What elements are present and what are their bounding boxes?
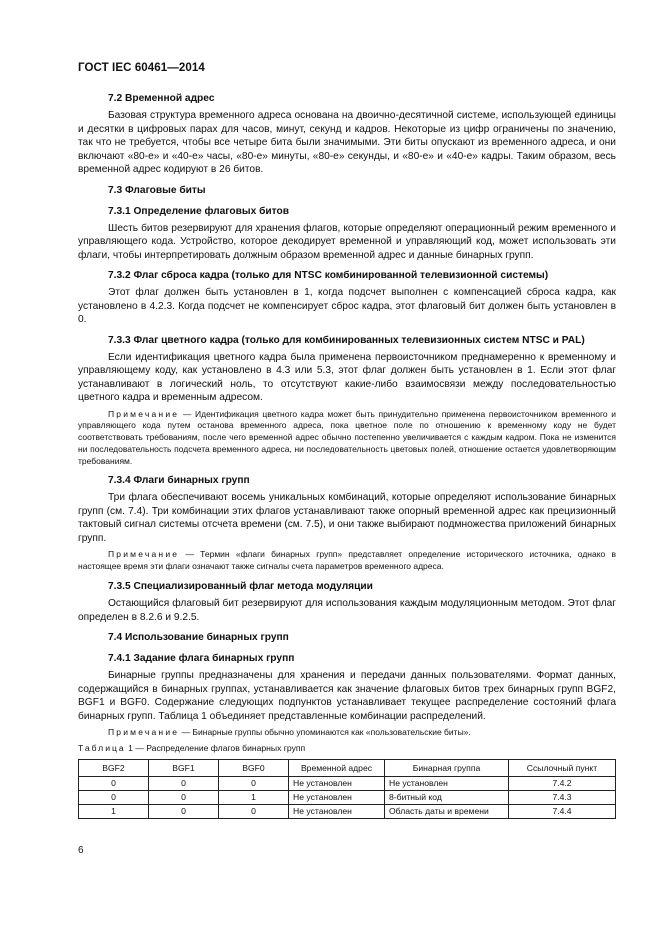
section-7-3-3-paragraph: Если идентификация цветного кадра была применена первоисточником преднамеренно к временному и управляющему коду, как установлено в 4.3 или 5.3, этот флаг должен быть установлен в 1. Если этот флаг устанавливают в логический ноль, то отсутствуют какие-либо взаимосвязи между последовательностью цветного кадра и временным адресом. [78, 351, 616, 403]
cell-reference: 7.4.2 [509, 776, 616, 790]
header-time-address: Временной адрес [289, 759, 385, 776]
section-7-3-5-heading: 7.3.5 Специализированный флаг метода модуляции [108, 581, 373, 593]
cell-bgf0: 0 [219, 776, 289, 790]
section-7-2-paragraph: Базовая структура временного адреса основана на двоично-десятичной системе, использующей единицы и десятки в цифровых парах для часов, минут, секунд и кадров. Некоторые из цифр ограничены по значению, так что не требуется, чтобы все четыре бита были значимыми. Эти биты опускают из временного адреса, и они включают «80-е» и «40-е» часы, «80-е» минуты, «80-е» секунды, и «80-е» и «40-е» кадры. Таким образом, весь временной адрес кодируют в 26 битов. [78, 110, 616, 175]
cell-bgf2: 1 [79, 804, 149, 818]
note-label: Примечание [108, 549, 180, 560]
cell-bgf0: 1 [219, 790, 289, 804]
section-7-3-4-heading: 7.3.4 Флаги бинарных групп [108, 475, 250, 487]
cell-reference: 7.4.4 [509, 804, 616, 818]
section-7-3-3-heading: 7.3.3 Флаг цветного кадра (только для комбинированных телевизионных систем NTSC и PAL) [108, 334, 585, 346]
section-7-3-4-paragraph: Три флага обеспечивают восемь уникальных комбинаций, которые определяют использование бинарных групп (см. 7.4). Три комбинации этих флагов устанавливают также опорный временной адрес как прецизионный тактовый сигнал системы отсчета времени (см. 7.5), и они также выбирают подмножества приложений бинарных групп. [78, 492, 616, 544]
section-7-3-3-note [78, 409, 616, 468]
section-7-4-1-paragraph: Бинарные группы предназначены для хранения и передачи данных пользователями. Формат данных, содержащийся в бинарных группах, устанавливается как значение флаговых битов трех бинарных групп BGF2, BGF1 и BGF0. Содержание следующих подпунктов устанавливает текущее распределение состояний флага бинарных групп. Таблица 1 объединяет представленные комбинации распределений. [78, 670, 616, 722]
cell-binary-group: Не установлен [385, 776, 509, 790]
note-text: — Бинарные группы обычно упоминаются как «пользовательские биты». [179, 727, 471, 738]
section-7-3-1-paragraph: Шесть битов резервируют для хранения флагов, которые определяют операционный режим временного и управляющего кода. Устройство, которое декодирует временной и управляющий код, может использовать эти флаги, чтобы интерпретировать должным образом временной адрес и данные бинарных групп. [78, 222, 616, 261]
section-7-3-4-note [78, 549, 616, 573]
cell-bgf1: 0 [149, 804, 219, 818]
table-caption-text: 1 — Распределение флагов бинарных групп [125, 742, 306, 753]
section-7-3-1-heading: 7.3.1 Определение флаговых битов [108, 205, 289, 217]
header-binary-group: Бинарная группа [385, 759, 509, 776]
header-bgf0: BGF0 [219, 759, 289, 776]
cell-bgf2: 0 [79, 776, 149, 790]
document-header: ГОСТ IEC 60461—2014 [78, 62, 205, 74]
page-number: 6 [78, 845, 84, 856]
table-row [79, 776, 616, 790]
table-caption [78, 743, 616, 753]
cell-binary-group: 8-битный код [385, 790, 509, 804]
table-caption-label: Таблица [78, 742, 126, 753]
header-bgf2: BGF2 [79, 759, 149, 776]
document-body [78, 92, 616, 819]
cell-bgf1: 0 [149, 790, 219, 804]
note-label: Примечание [108, 408, 180, 419]
section-7-3-2-paragraph: Этот флаг должен быть установлен в 1, когда подсчет выполнен с компенсацией сброса кадра, как установлено в 4.2.3. Когда подсчет не компенсирует сброс кадра, этот флаговый бит должен быть установлен в 0. [78, 287, 616, 325]
cell-binary-group: Область даты и времени [385, 804, 509, 818]
section-7-2-heading: 7.2 Временной адрес [108, 93, 215, 104]
cell-time-address: Не установлен [289, 776, 385, 790]
table-row [79, 804, 616, 818]
cell-bgf1: 0 [149, 776, 219, 790]
note-text: — Термин «флаги бинарных групп» представляет определение исторического источника, однако в настоящее время эти флаги означают также сигналы счета параметров временного адреса. [78, 549, 616, 572]
cell-reference: 7.4.3 [509, 790, 616, 804]
cell-time-address: Не установлен [289, 790, 385, 804]
section-7-4-1-note [78, 727, 616, 739]
header-reference: Ссылочный пункт [509, 759, 616, 776]
table-header-row [79, 759, 616, 776]
cell-bgf2: 0 [79, 790, 149, 804]
section-7-4-heading: 7.4 Использование бинарных групп [108, 632, 289, 644]
section-7-4-1-heading: 7.4.1 Задание флага бинарных групп [108, 653, 295, 665]
section-7-3-2-heading: 7.3.2 Флаг сброса кадра (только для NTSC комбинированной телевизионной системы) [108, 270, 549, 281]
table-row [79, 790, 616, 804]
section-7-3-heading: 7.3 Флаговые биты [108, 184, 206, 196]
flags-table [78, 759, 616, 819]
cell-bgf0: 0 [219, 804, 289, 818]
section-7-3-5-paragraph: Остающийся флаговый бит резервируют для использования каждым модуляционным методом. Этот флаг определен в 8.2.6 и 9.2.5. [78, 598, 616, 623]
note-text: — Идентификация цветного кадра может быть принудительно применена первоисточником временного и управляющего кода путем останова временного адреса, пока цветное поле по отношению к временному коду не будет соответствовать требованиям, после чего временной адрес обычно постепенно увеличивается с каждым кадром. Пока не изменится ни последовательность подсчета временного адреса, ни последовательность цветовых полей, отношение остается удовлетворяющим требованиям. [78, 408, 616, 466]
note-label: Примечание [108, 727, 180, 738]
cell-time-address: Не установлен [289, 804, 385, 818]
header-bgf1: BGF1 [149, 759, 219, 776]
